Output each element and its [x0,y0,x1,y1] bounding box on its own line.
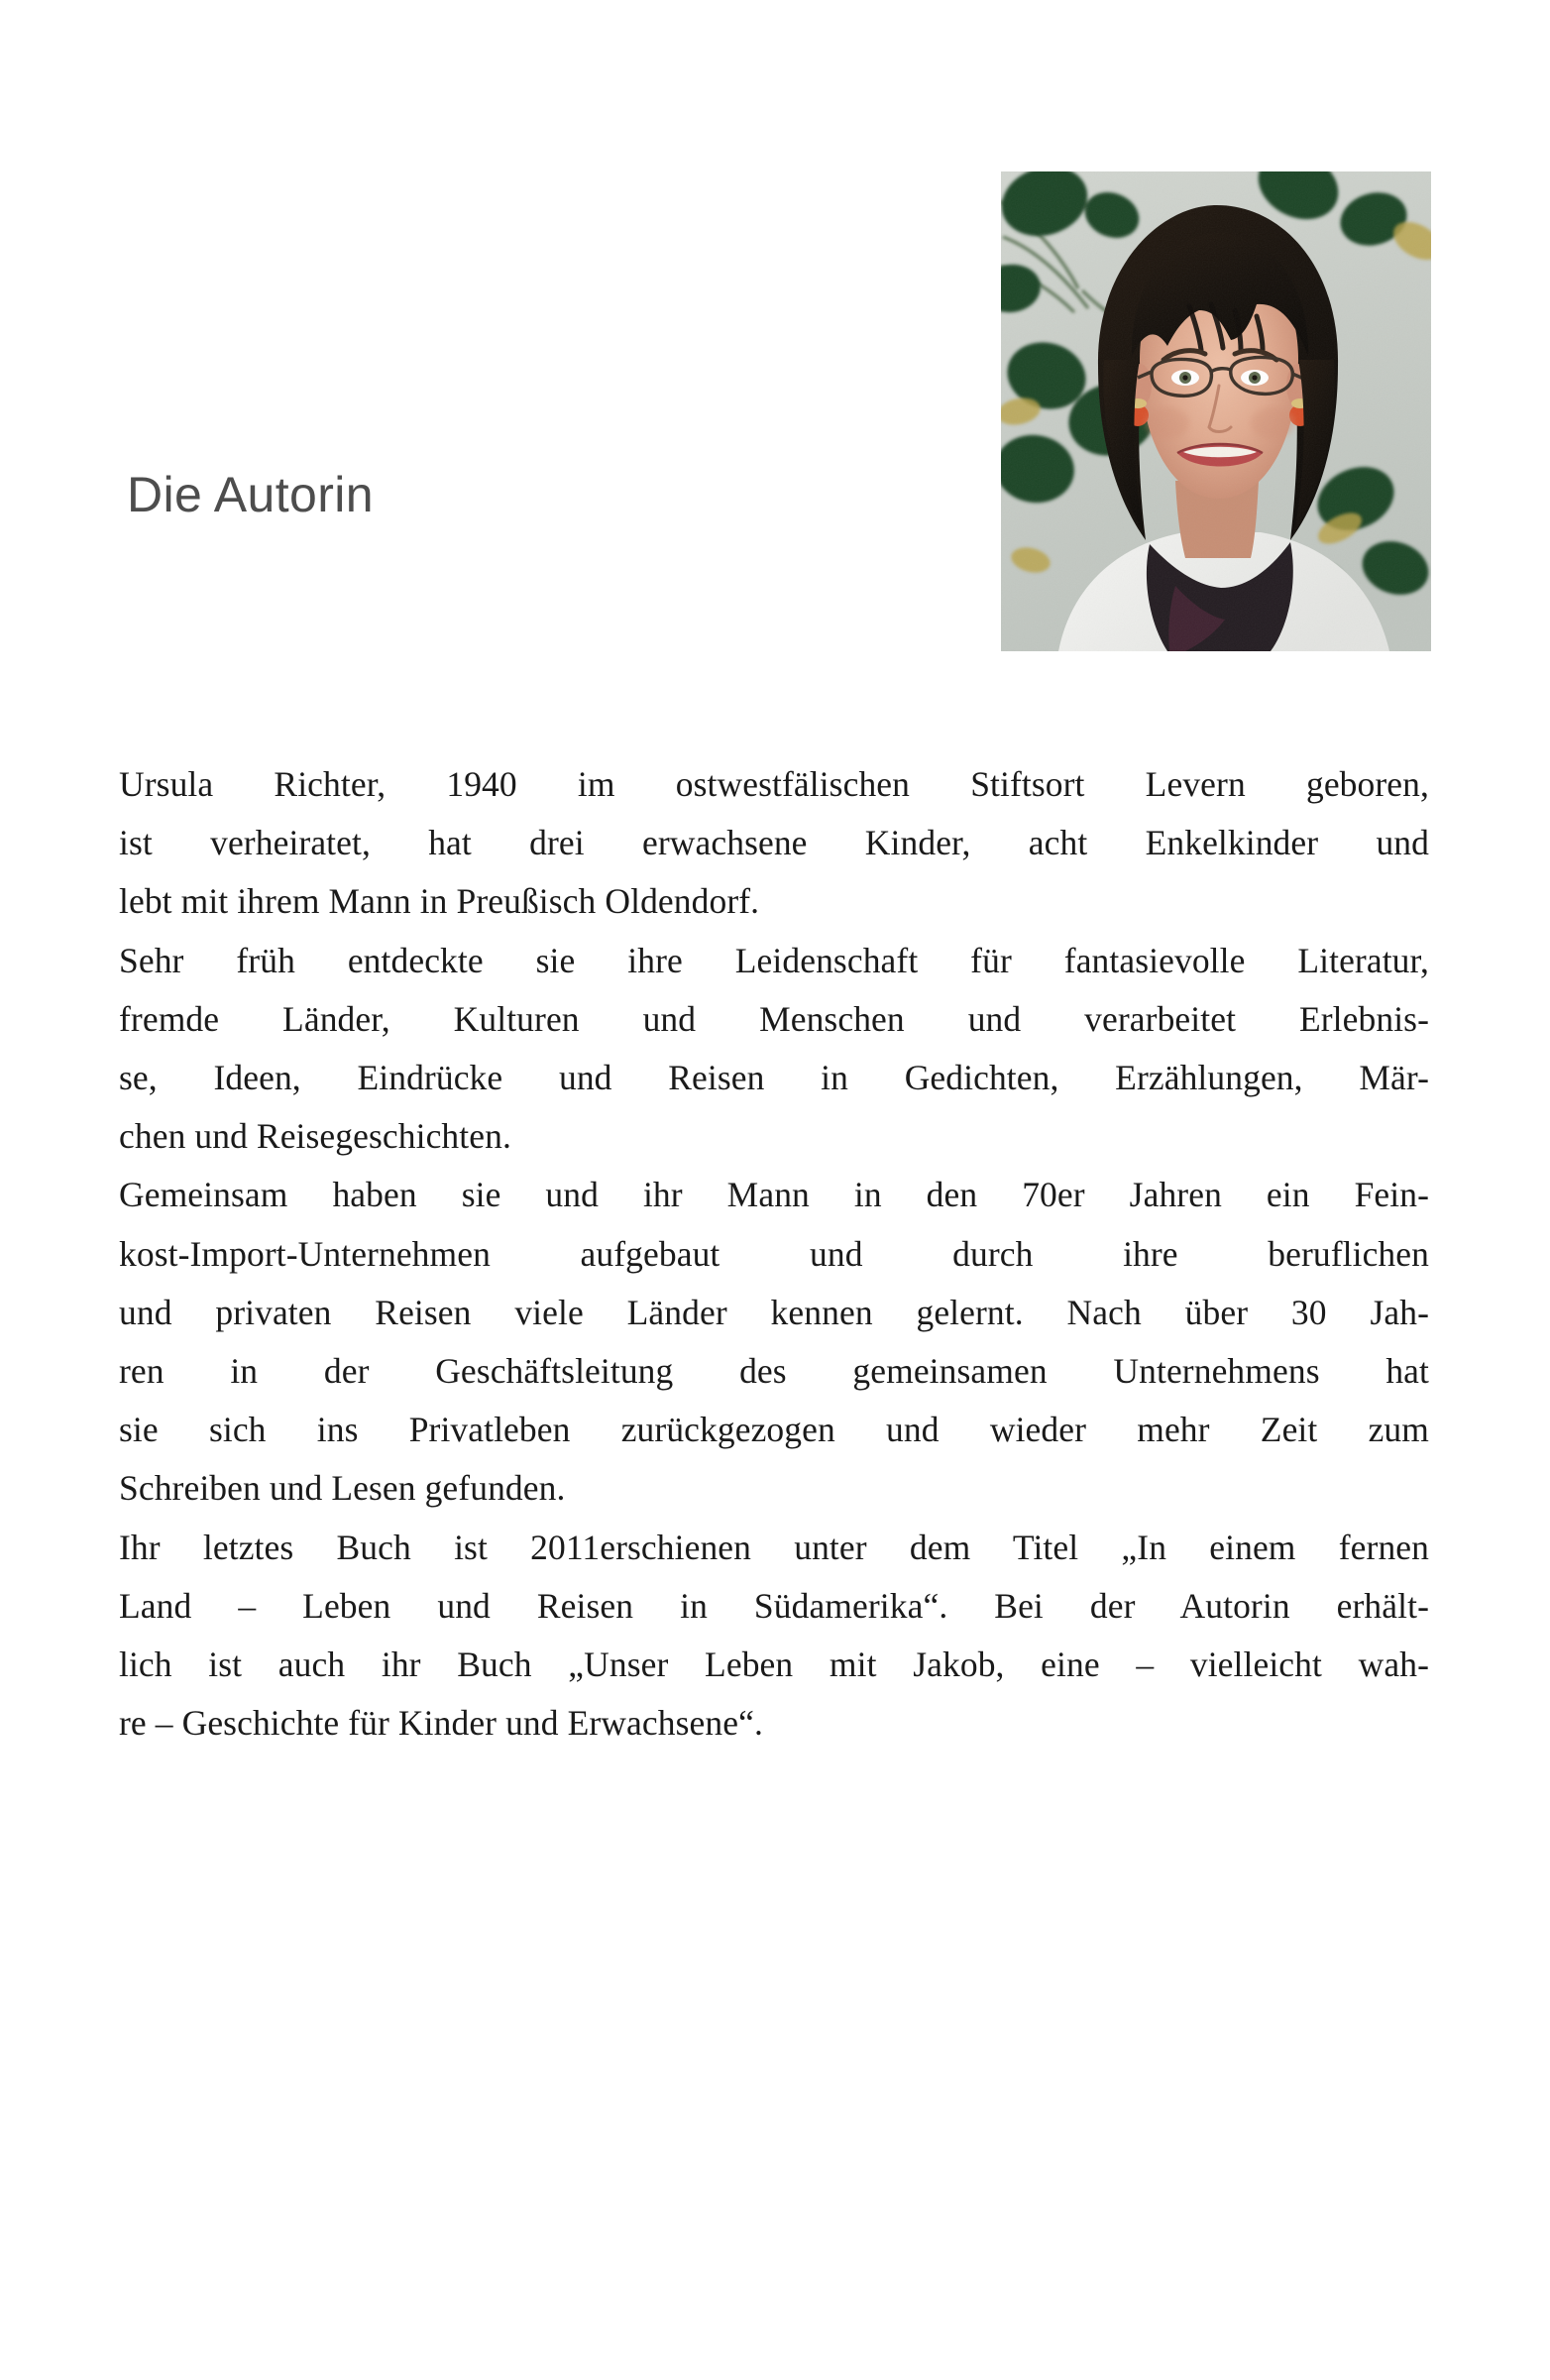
bio-line: lebt mit ihrem Mann in Preußisch Oldendorf. [119,881,760,922]
author-bio-text [119,755,1429,1753]
bio-line: Land – Leben und Reisen in Südamerika“. Bei der Autorin erhält- [119,1585,1429,1626]
bio-line: ist verheiratet, hat drei erwachsene Kinder, acht Enkelkinder und [119,823,1429,863]
bio-line: Gemeinsam haben sie und ihr Mann in den 70er Jahren ein Fein- [119,1175,1429,1215]
author-portrait-photo [1001,171,1431,651]
page-title: Die Autorin [127,467,374,522]
bio-line: ren in der Geschäftsleitung des gemeinsamen Unternehmens hat [119,1351,1429,1392]
bio-line: Schreiben und Lesen gefunden. [119,1468,566,1509]
bio-line: Ihr letztes Buch ist 2011erschienen unter dem Titel „In einem fernen [119,1527,1429,1567]
bio-line: und privaten Reisen viele Länder kennen gelernt. Nach über 30 Jah- [119,1292,1429,1332]
bio-line: Sehr früh entdeckte sie ihre Leidenschaft für fantasievolle Literatur, [119,940,1429,980]
bio-line: lich ist auch ihr Buch „Unser Leben mit Jakob, eine – vielleicht wah- [119,1644,1429,1685]
bio-line: Ursula Richter, 1940 im ostwestfälischen Stiftsort Levern geboren, [119,764,1429,804]
bio-line: chen und Reisegeschichten. [119,1116,511,1157]
portrait-illustration [1001,171,1431,651]
bio-line: se, Ideen, Eindrücke und Reisen in Gedichten, Erzählungen, Mär- [119,1058,1429,1098]
bio-line: sie sich ins Privatleben zurückgezogen und wieder mehr Zeit zum [119,1410,1429,1450]
bio-line: kost-Import-Unternehmen aufgebaut und durch ihre beruflichen [119,1233,1429,1274]
bio-line: fremde Länder, Kulturen und Menschen und verarbeitet Erlebnis- [119,998,1429,1039]
bio-line: re – Geschichte für Kinder und Erwachsene“. [119,1703,763,1744]
